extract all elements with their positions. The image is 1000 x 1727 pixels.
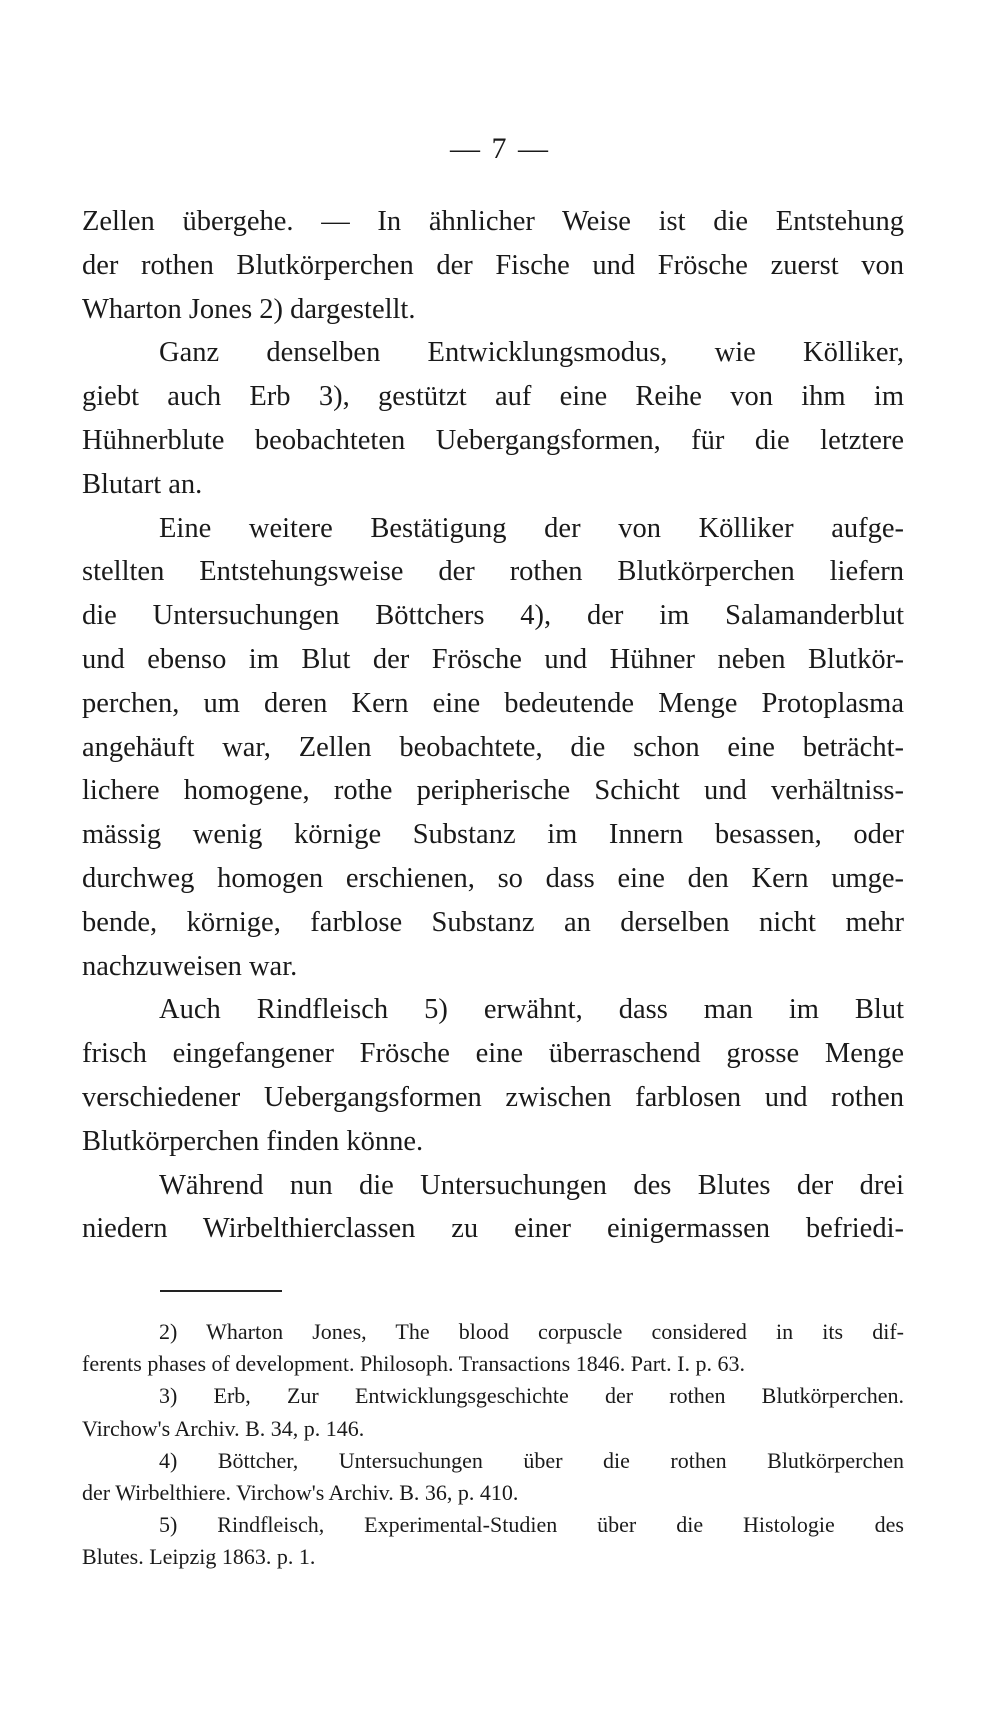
text-line: bende, körnige, farblose Substanz an derselben nicht mehr bbox=[82, 906, 904, 938]
text-line: Blutkörperchen finden könne. bbox=[82, 1125, 424, 1157]
text-line: der rothen Blutkörperchen der Fische und Frösche zuerst von bbox=[82, 249, 904, 281]
footnote-line: 2) Wharton Jones, The blood corpuscle considered in its dif- bbox=[159, 1319, 904, 1344]
main-text bbox=[82, 200, 904, 1251]
text-line: giebt auch Erb 3), gestützt auf eine Reihe von ihm im bbox=[82, 381, 904, 413]
text-line: Zellen übergehe. — In ähnlicher Weise ist die Entstehung bbox=[82, 206, 904, 237]
text-line: nachzuweisen war. bbox=[82, 950, 298, 982]
footnote-line: der Wirbelthiere. Virchow's Archiv. B. 36, p. 410. bbox=[82, 1479, 519, 1505]
text-line: Auch Rindfleisch 5) erwähnt, dass man im Blut bbox=[159, 994, 904, 1026]
footnote-line: Blutes. Leipzig 1863. p. 1. bbox=[82, 1544, 316, 1570]
footnote-line: ferents phases of development. Philosoph. Transactions 1846. Part. I. p. 63. bbox=[82, 1351, 745, 1377]
text-line: Eine weitere Bestätigung der von Kölliker aufge- bbox=[159, 512, 904, 544]
text-line: Wharton Jones 2) dargestellt. bbox=[82, 293, 416, 325]
text-line: Hühnerblute beobachteten Uebergangsformen, für die letztere bbox=[82, 424, 904, 456]
footnote-line: 3) Erb, Zur Entwicklungsgeschichte der rothen Blutkörperchen. bbox=[159, 1383, 904, 1409]
text-line: durchweg homogen erschienen, so dass eine den Kern umge- bbox=[82, 862, 904, 894]
footnotes bbox=[82, 1316, 904, 1574]
text-line: perchen, um deren Kern eine bedeutende Menge Protoplasma bbox=[82, 687, 904, 719]
text-line: verschiedener Uebergangsformen zwischen farblosen und rothen bbox=[82, 1081, 904, 1113]
text-line: stellten Entstehungsweise der rothen Blutkörperchen liefern bbox=[82, 556, 904, 588]
text-line: Ganz denselben Entwicklungsmodus, wie Kölliker, bbox=[159, 337, 904, 369]
text-line: die Untersuchungen Böttchers 4), der im Salamanderblut bbox=[82, 600, 904, 632]
text-line: lichere homogene, rothe peripherische Schicht und verhältniss- bbox=[82, 775, 904, 807]
page-number: — 7 — bbox=[450, 132, 550, 165]
text-line: und ebenso im Blut der Frösche und Hühner neben Blutkör- bbox=[82, 643, 904, 675]
text-line: mässig wenig körnige Substanz im Innern besassen, oder bbox=[82, 819, 904, 851]
text-line: niedern Wirbelthierclassen zu einer einigermassen befriedi- bbox=[82, 1213, 904, 1245]
text-line: frisch eingefangener Frösche eine überraschend grosse Menge bbox=[82, 1038, 904, 1070]
footnote-line: 5) Rindfleisch, Experimental-Studien über die Histologie des bbox=[159, 1512, 904, 1538]
footnote-line: Virchow's Archiv. B. 34, p. 146. bbox=[82, 1415, 365, 1441]
footnote-line: 4) Böttcher, Untersuchungen über die rothen Blutkörperchen bbox=[159, 1447, 904, 1473]
text-line: Blutart an. bbox=[82, 468, 203, 500]
text-line: angehäuft war, Zellen beobachtete, die schon eine beträcht- bbox=[82, 731, 904, 763]
text-line: Während nun die Untersuchungen des Blutes der drei bbox=[159, 1169, 904, 1201]
footnote-separator bbox=[160, 1290, 282, 1292]
